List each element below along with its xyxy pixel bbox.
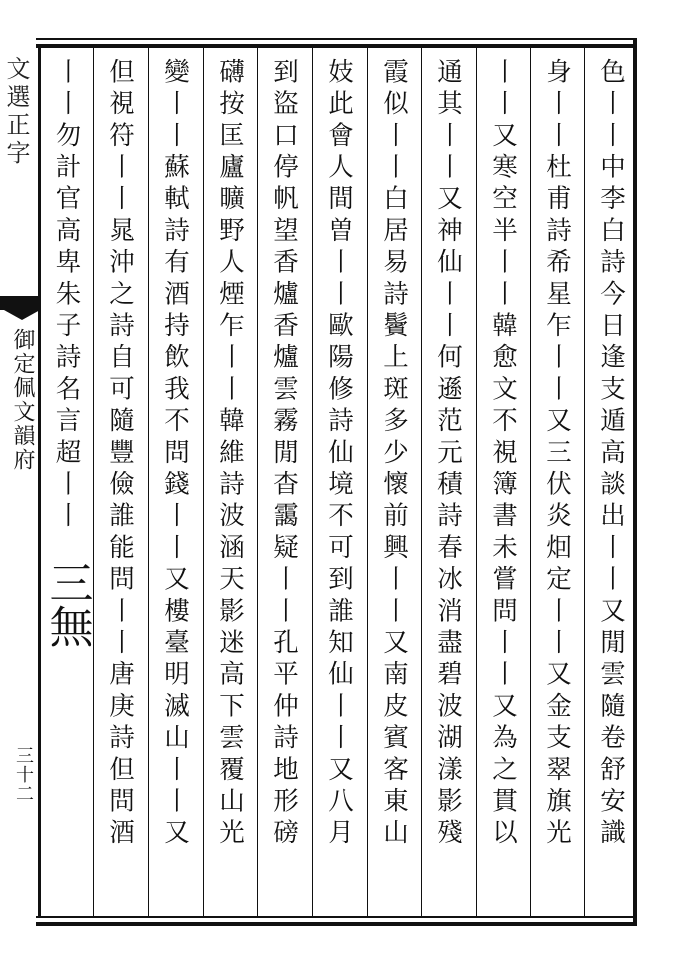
column-text: 丨丨又寒空半丨丨韓愈文不視簿書未嘗問丨丨又為之貫以 [488, 58, 518, 851]
headword-san-wu: 三無 [41, 560, 93, 648]
column-text: 到盜口停帆望香爐香爐雲霧閒杳靄疑丨丨孔平仲詩地形磅 [269, 58, 299, 851]
edge-top-label: 文選正字 [2, 56, 30, 168]
fishtail-notch [4, 310, 40, 320]
frame-bottom-rule-thick [36, 922, 636, 926]
text-column-10 [94, 58, 146, 908]
column-text: 妓此會人間曽丨丨歐陽修詩仙境不可到誰知仙丨丨又八月 [324, 58, 354, 851]
frame-bottom-rule [36, 916, 636, 918]
headword-block [40, 560, 93, 910]
text-column-7 [258, 58, 310, 908]
frame-top-rule [36, 38, 636, 40]
text-column-1 [585, 58, 637, 908]
column-text: 礴按匡廬曠野人煙乍丨丨韓維詩波涵天影迷高下雲覆山光 [215, 58, 245, 851]
column-text: 通其丨丨又神仙丨丨何遜范元積詩春冰消盡碧波湖漾影殘 [433, 58, 463, 851]
column-text-head: 丨丨勿計官高卑朱子詩名言超丨丨 [51, 58, 82, 534]
book-title: 御定佩文韻府 [10, 328, 35, 472]
column-text: 變丨丨蘇軾詩有酒持飲我不問錢丨丨又樓臺明滅山丨丨又 [160, 58, 190, 851]
fishtail-mark [0, 296, 40, 310]
column-text: 色丨丨中李白詩今日逢支遁高談出丨丨又閒雲隨卷舒安識 [596, 58, 626, 851]
folio-number: 三十二 [13, 746, 34, 803]
text-column-5 [368, 58, 420, 908]
text-column-2 [531, 58, 583, 908]
text-column-3 [477, 58, 529, 908]
text-column-9 [149, 58, 201, 908]
text-column-8 [204, 58, 256, 908]
text-column-4 [422, 58, 474, 908]
column-text: 霞似丨丨白居易詩鬢上斑多少懷前興丨丨又南皮賓客東山 [379, 58, 409, 851]
text-column-6 [313, 58, 365, 908]
column-text: 身丨丨杜甫詩希星乍丨丨又三伏炎𤇆定丨丨又金支翠旗光 [542, 58, 572, 851]
frame-top-rule-thick [36, 44, 636, 48]
column-text: 但視符丨丨晁沖之詩自可隨豐儉誰能問丨丨唐庚詩但問酒 [105, 58, 135, 851]
headword-line [41, 560, 93, 648]
